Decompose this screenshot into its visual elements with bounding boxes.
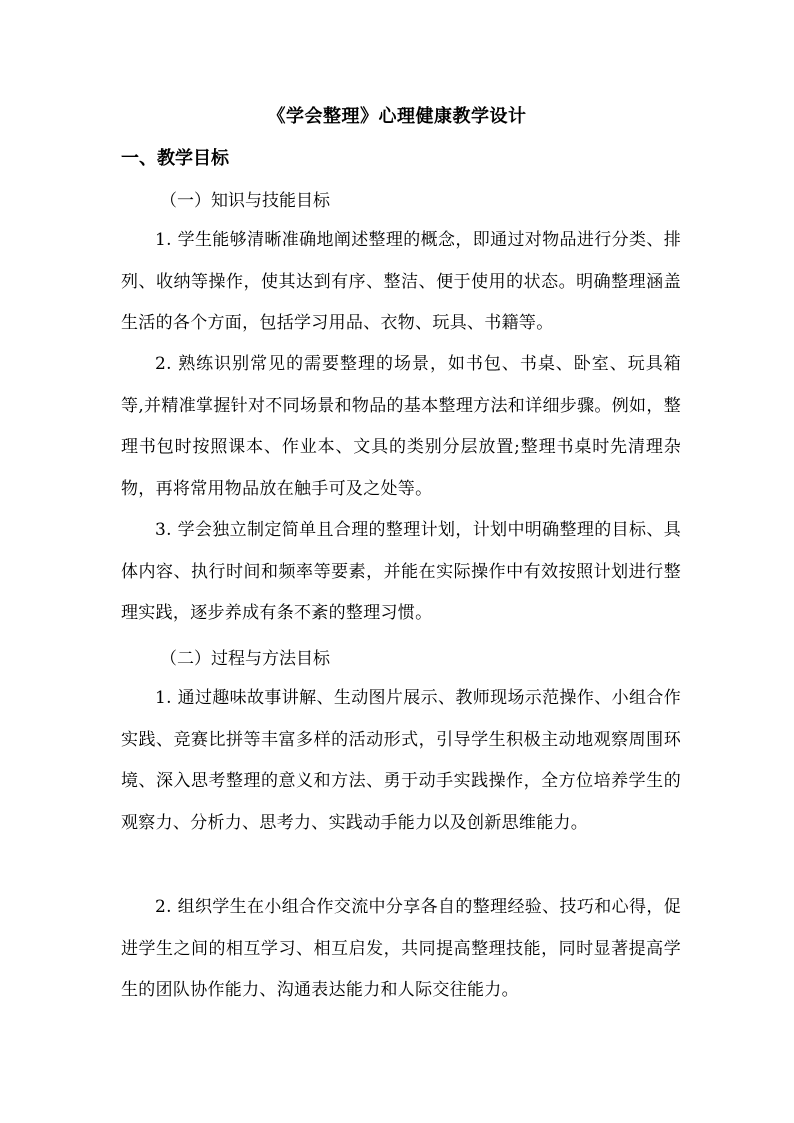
- document-title: 《学会整理》心理健康教学设计: [267, 106, 527, 127]
- subsection-heading-knowledge-skills: （一）知识与技能目标: [160, 191, 330, 211]
- section-heading-teaching-objectives: 一、教学目标: [121, 148, 229, 169]
- subsection-heading-process-methods: （二）过程与方法目标: [160, 649, 330, 669]
- paragraph-process-item-1: 1. 通过趣味故事讲解、生动图片展示、教师现场示范操作、小组合作实践、竞赛比拼等丰富多样的活动形式，引导学生积极主动地观察周围环境、深入思考整理的意义和方法、勇于动手实践操作，全方位培养学生的观察力、分析力、思考力、实践动手能力以及创新思维能力。: [121, 688, 681, 833]
- paragraph-knowledge-item-2: 2. 熟练识别常见的需要整理的场景，如书包、书桌、卧室、玩具箱等,并精准掌握针对不同场景和物品的基本整理方法和详细步骤。例如，整理书包时按照课本、作业本、文具的类别分层放置;整理书桌时先清理杂物，再将常用物品放在触手可及之处等。: [121, 354, 681, 499]
- paragraph-knowledge-item-3: 3. 学会独立制定简单且合理的整理计划，计划中明确整理的目标、具体内容、执行时间和频率等要素，并能在实际操作中有效按照计划进行整理实践，逐步养成有条不紊的整理习惯。: [121, 520, 681, 623]
- paragraph-knowledge-item-1: 1. 学生能够清晰准确地阐述整理的概念，即通过对物品进行分类、排列、收纳等操作，使其达到有序、整洁、便于使用的状态。明确整理涵盖生活的各个方面，包括学习用品、衣物、玩具、书籍等。: [121, 230, 681, 333]
- paragraph-process-item-2: 2. 组织学生在小组合作交流中分享各自的整理经验、技巧和心得，促进学生之间的相互学习、相互启发，共同提高整理技能，同时显著提高学生的团队协作能力、沟通表达能力和人际交往能力。: [121, 897, 681, 1000]
